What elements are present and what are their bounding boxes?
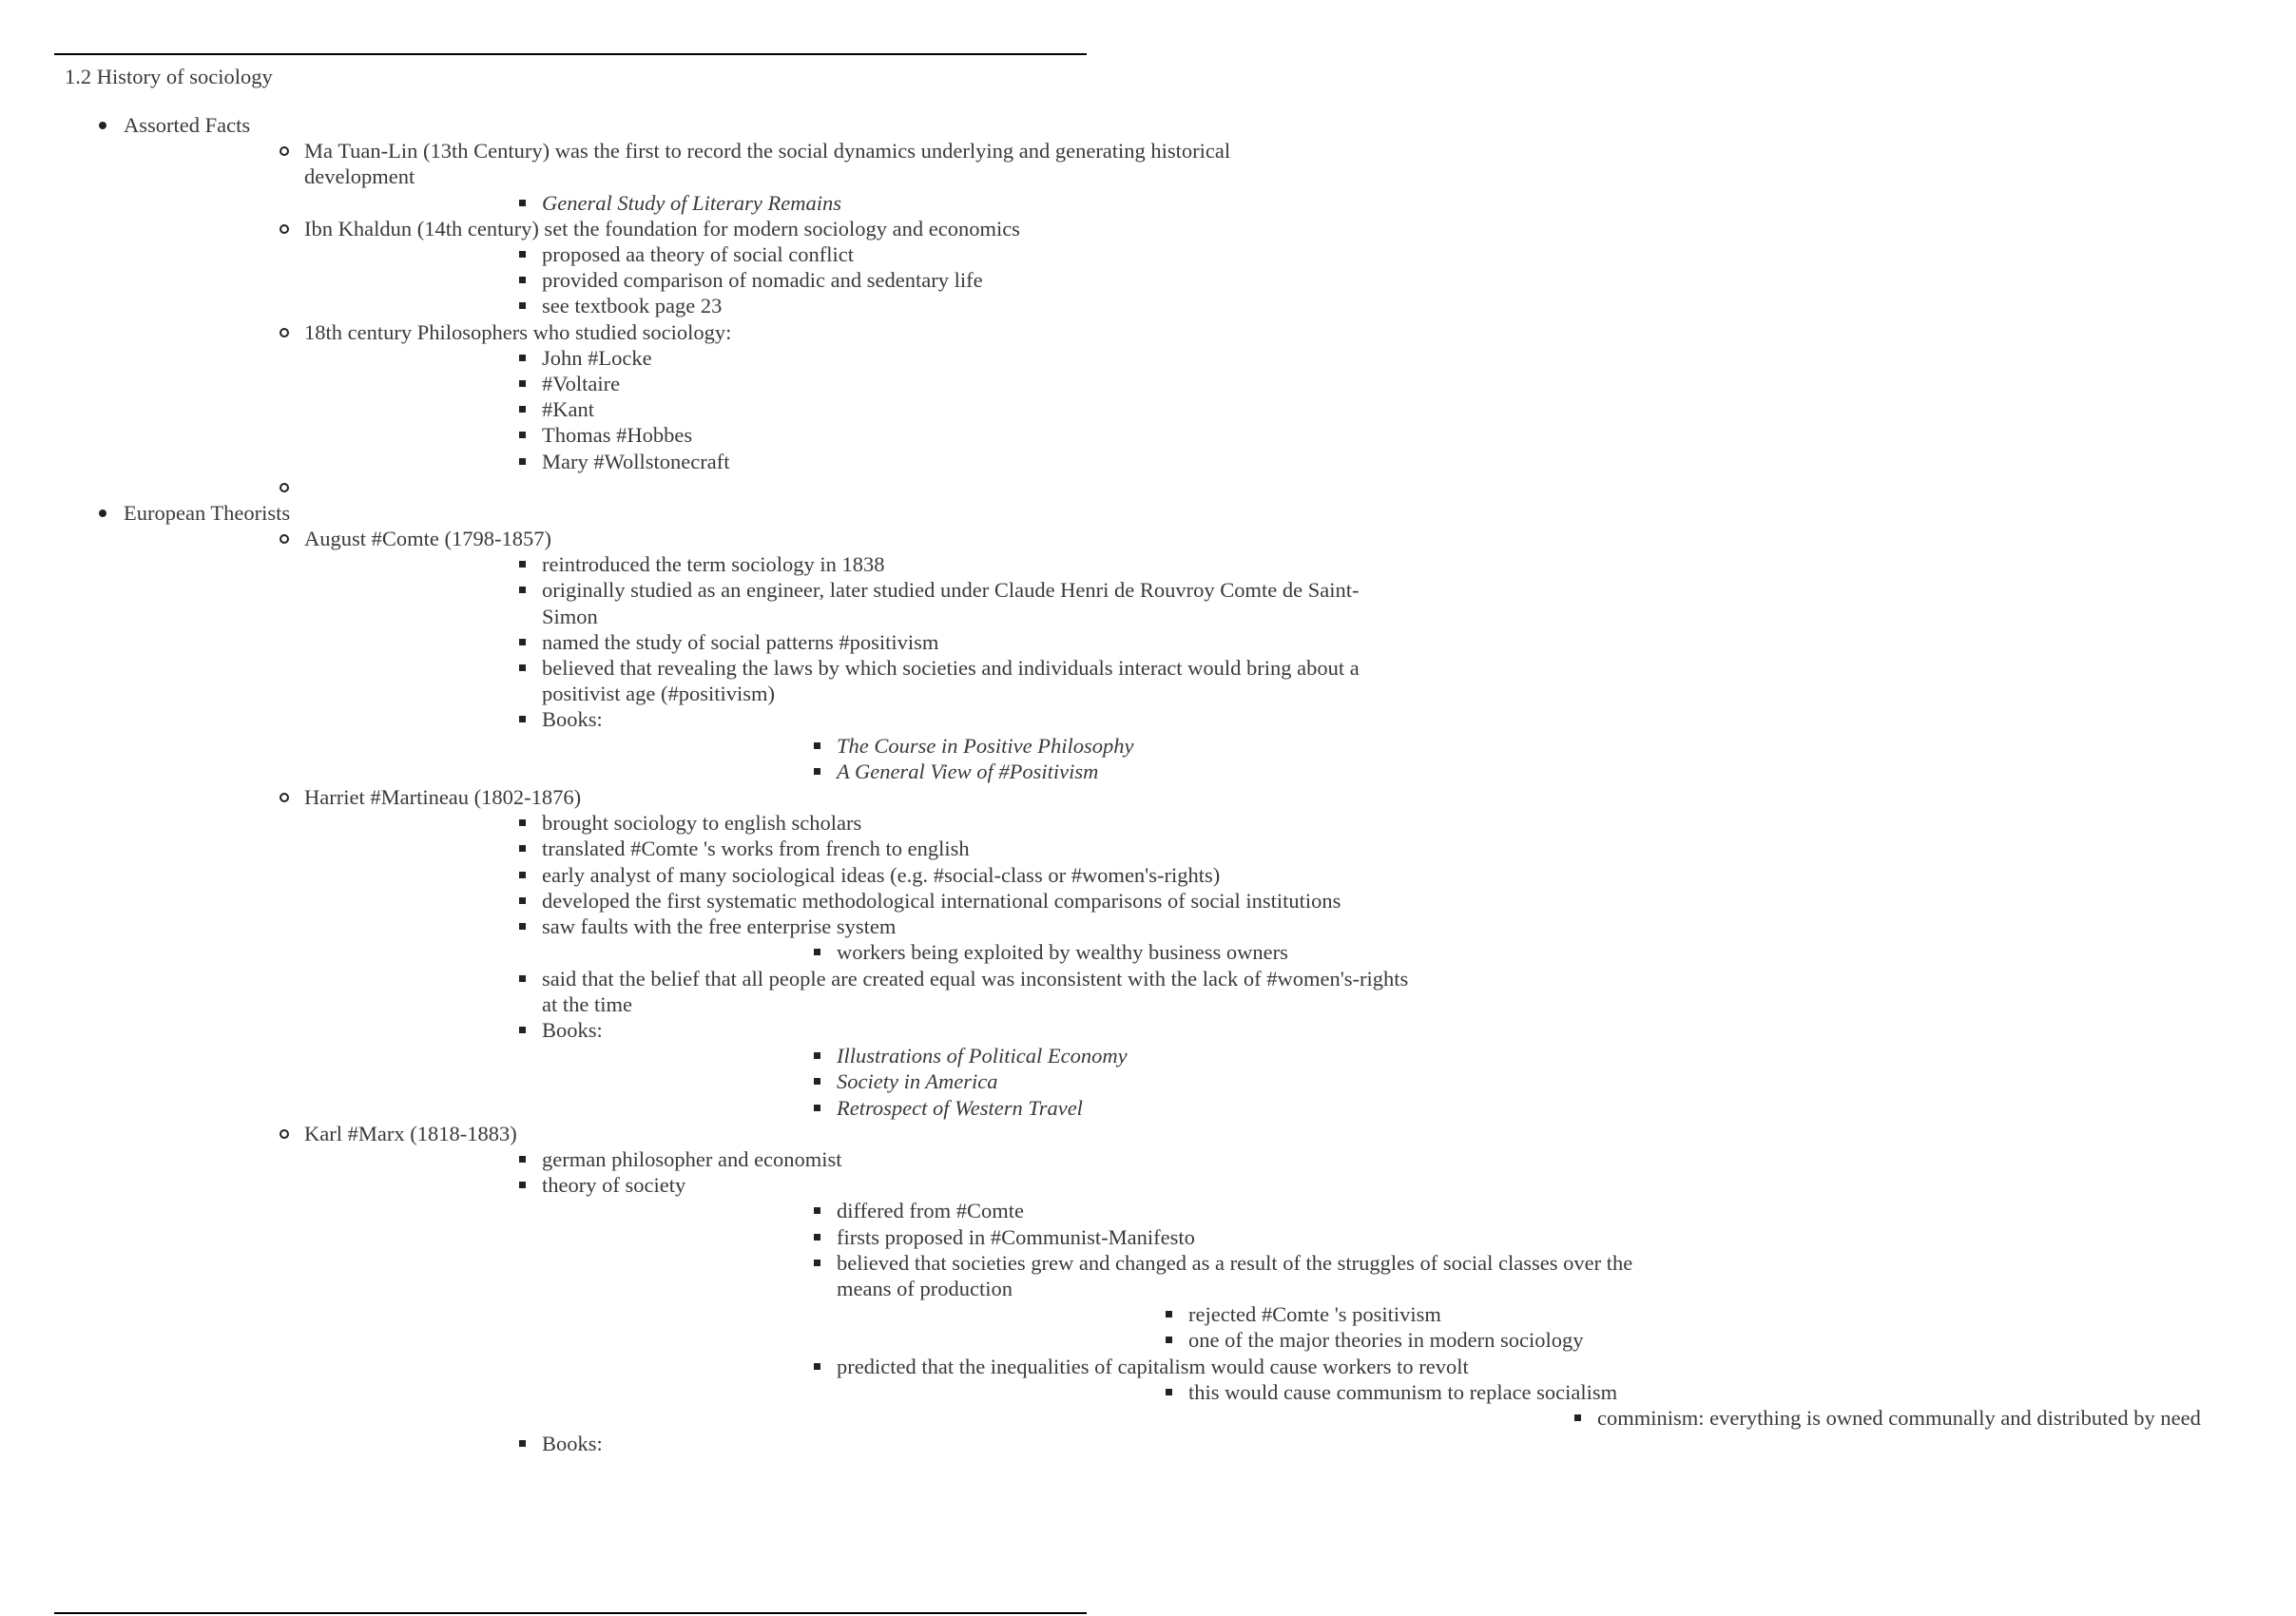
bullet-circle-icon [280,224,289,234]
bullet-square-icon [519,200,526,206]
list-item: theory of society differed from #Comte firsts proposed in #Communist-Manifesto believed that societies grew and changed as a result of the struggles of social classes over the means of production rejected #Comte 's positivism one of the major theories in modern sociology predicted that the inequalities of capitalism would cause workers to revolt this would cause communism to replace socialism comminism: everything is owned communally and distributed by need [304,1172,1412,1431]
list-item: named the study of social patterns #positivism [304,629,1412,655]
list-item: 18th century Philosophers who studied sociology: John #Locke #Voltaire #Kant Thomas #Hobbes Mary #Wollstonecraft [124,319,1231,474]
book-title: General Study of Literary Remains [542,190,841,215]
bullet-disc-icon [99,122,106,129]
bullet-square-icon [519,1027,526,1033]
list-item: Ma Tuan-Lin (13th Century) was the first to record the social dynamics underlying and generating historical development General Study of Literary Remains [124,138,1231,216]
list-item [542,1095,1650,1121]
list-item: predicted that the inequalities of capitalism would cause workers to revolt this would cause communism to replace socialism comminism: everything is owned communally and distributed by need [542,1354,1650,1432]
list-item: reintroduced the term sociology in 1838 [304,551,1412,577]
list-item: #Voltaire [304,371,1412,396]
bullet-square-icon [519,845,526,852]
theorist-marx: Karl #Marx (1818-1883) german philosopher and economist theory of society differed from #Comte firsts proposed in #Communist-Manifesto believed that societies grew and changed as a result of the struggles of social classes over the means of production rejected #Comte 's positivism one of the major theories in modern sociology predicted that the inequalities of capitalism would cause workers to revolt this would cause communism to replace socialism comminism: everything is owned communally and distributed by need Books: [124,1121,1231,1457]
bullet-square-icon [519,406,526,413]
bullet-circle-icon [280,146,289,156]
book-title: A General View of #Positivism [837,759,1099,783]
bullet-square-icon [814,1078,820,1085]
book-title: The Course in Positive Philosophy [837,733,1134,758]
bullet-square-icon [519,561,526,568]
bullet-circle-icon [280,793,289,802]
bullet-square-icon [814,1234,820,1241]
list-item: believed that societies grew and changed as a result of the struggles of social classes over the means of production rejected #Comte 's positivism one of the major theories in modern sociology [542,1250,1650,1354]
bullet-square-icon [814,1363,820,1370]
bullet-square-icon [814,1052,820,1059]
bullet-square-icon [519,872,526,878]
list-item: John #Locke [304,345,1412,371]
bullet-square-icon [1574,1414,1581,1421]
bullet-square-icon [519,639,526,645]
bullet-square-icon [814,1260,820,1266]
bullet-square-icon [519,819,526,826]
list-item: Books: Illustrations of Political Economy Society in America Retrospect of Western Travel [304,1017,1412,1121]
list-item: said that the belief that all people are created equal was inconsistent with the lack of #women's-rights at the time [304,966,1412,1017]
bullet-disc-icon [99,510,106,517]
list-item: Books: [304,1431,1412,1456]
bullet-circle-icon [280,328,289,337]
bullet-square-icon [519,716,526,722]
bullet-square-icon [519,302,526,309]
book-title: Retrospect of Western Travel [837,1095,1083,1120]
list-item: one of the major theories in modern sociology [837,1327,1944,1353]
list-item: proposed aa theory of social conflict [304,241,1412,267]
list-item: Ibn Khaldun (14th century) set the foundation for modern sociology and economics proposed aa theory of social conflict provided comparison of nomadic and sedentary life see textbook page 23 [124,216,1231,319]
list-item: german philosopher and economist [304,1146,1412,1172]
bullet-square-icon [519,975,526,982]
list-item: Mary #Wollstonecraft [304,449,1412,474]
bullet-square-icon [814,742,820,749]
list-item: this would cause communism to replace socialism comminism: everything is owned communally and distributed by need [837,1379,1944,1431]
page-title: 1.2 History of sociology [65,65,273,88]
list-item: Thomas #Hobbes [304,422,1412,448]
bullet-square-icon [519,277,526,283]
list-item: saw faults with the free enterprise system workers being exploited by wealthy business owners [304,914,1412,965]
bullet-square-icon [519,923,526,930]
bullet-square-icon [519,897,526,904]
list-item [542,1068,1650,1094]
theorist-comte: August #Comte (1798-1857) reintroduced the term sociology in 1838 originally studied as an engineer, later studied under Claude Henri de Rouvroy Comte de Saint-Simon named the study of social patterns #positivism believed that revealing the laws by which societies and individuals interact would bring about a positivist age (#positivism) Books: The Course in Positive Philosophy A General View of #Positivism [124,526,1231,784]
empty-list-item [124,474,1231,500]
bullet-square-icon [519,587,526,593]
bullet-square-icon [519,664,526,671]
list-item: believed that revealing the laws by which societies and individuals interact would bring about a positivist age (#positivism) [304,655,1412,706]
list-item: workers being exploited by wealthy business owners [542,939,1650,965]
list-item: brought sociology to english scholars [304,810,1412,836]
list-item: comminism: everything is owned communally and distributed by need [1188,1405,2296,1431]
list-item: rejected #Comte 's positivism [837,1301,1944,1327]
list-item: see textbook page 23 [304,293,1412,318]
list-item [542,1043,1650,1068]
bullet-circle-icon [280,534,289,544]
bullet-square-icon [1166,1337,1172,1343]
bullet-square-icon [519,251,526,258]
bullet-square-icon [519,380,526,387]
bullet-square-icon [814,1207,820,1214]
list-item: early analyst of many sociological ideas (e.g. #social-class or #women's-rights) [304,862,1412,888]
bullet-square-icon [814,949,820,955]
bullet-square-icon [1166,1389,1172,1395]
section-european-theorists: European Theorists August #Comte (1798-1857) reintroduced the term sociology in 1838 originally studied as an engineer, later studied under Claude Henri de Rouvroy Comte de Saint-Simon named the study of social patterns #positivism believed that revealing the laws by which societies and individuals interact would bring about a positivist age (#positivism) Books: The Course in Positive Philosophy A General View of #Positivism Harriet #Martineau (1802-1876) brought sociology to english scholars translated #Comte 's works from french to english early analyst of many sociological ideas (e.g. #social-class or #women's-rights) developed the first systematic methodological international comparisons of social institutions saw faults with the free enterprise system workers being exploited by wealthy business owners said that the belief that all people are created equal was inconsistent with the lack of #women's-rights at the time Books: Illustrations of Political Economy Society in America Retrospect of Western Travel Karl #Marx (1818-1883) german philosopher and economist theory of society differed from #Comte firsts proposed in #Communist-Manifesto believed that societies grew and changed as a result of the struggles of social classes over the means of production rejected #Comte 's positivism one of the major theories in modern sociology predicted that the inequalities of capitalism would cause workers to revolt this would cause communism to replace socialism comminism: everything is owned communally and distributed by need Books: [0,500,1112,1457]
bottom-rule [54,1612,1087,1614]
list-item: differed from #Comte [542,1198,1650,1223]
book-title: Illustrations of Political Economy [837,1044,1128,1068]
list-item: originally studied as an engineer, later studied under Claude Henri de Rouvroy Comte de Saint-Simon [304,577,1412,628]
top-rule [54,53,1087,55]
theorist-martineau: Harriet #Martineau (1802-1876) brought sociology to english scholars translated #Comte 's works from french to english early analyst of many sociological ideas (e.g. #social-class or #women's-rights) developed the first systematic methodological international comparisons of social institutions saw faults with the free enterprise system workers being exploited by wealthy business owners said that the belief that all people are created equal was inconsistent with the lack of #women's-rights at the time Books: Illustrations of Political Economy Society in America Retrospect of Western Travel [124,784,1231,1121]
section-assorted-facts: Assorted Facts Ma Tuan-Lin (13th Century) was the first to record the social dynamics underlying and generating historical development General Study of Literary Remains Ibn Khaldun (14th century) set the foundation for modern sociology and economics proposed aa theory of social conflict provided comparison of nomadic and sedentary life see textbook page 23 18th century Philosophers who studied sociology: John #Locke #Voltaire #Kant Thomas #Hobbes Mary #Wollstonecraft [0,112,1112,500]
bullet-square-icon [519,1156,526,1163]
list-item: firsts proposed in #Communist-Manifesto [542,1224,1650,1250]
book-title: Society in America [837,1069,998,1094]
bullet-square-icon [519,1182,526,1188]
notes-outline [0,112,2201,1456]
list-item: #Kant [304,396,1412,422]
list-item: Books: The Course in Positive Philosophy A General View of #Positivism [304,706,1412,784]
bullet-square-icon [814,1105,820,1111]
list-item [542,759,1650,784]
bullet-square-icon [519,458,526,465]
list-item [304,190,1412,216]
bullet-square-icon [519,355,526,361]
list-item [542,733,1650,759]
bullet-square-icon [814,768,820,775]
bullet-circle-icon [280,483,289,492]
list-item: provided comparison of nomadic and sedentary life [304,267,1412,293]
bullet-circle-icon [280,1129,289,1139]
list-item: developed the first systematic methodological international comparisons of social institutions [304,888,1412,914]
bullet-square-icon [519,432,526,438]
bullet-square-icon [519,1440,526,1447]
list-item: translated #Comte 's works from french to english [304,836,1412,861]
bullet-square-icon [1166,1311,1172,1318]
